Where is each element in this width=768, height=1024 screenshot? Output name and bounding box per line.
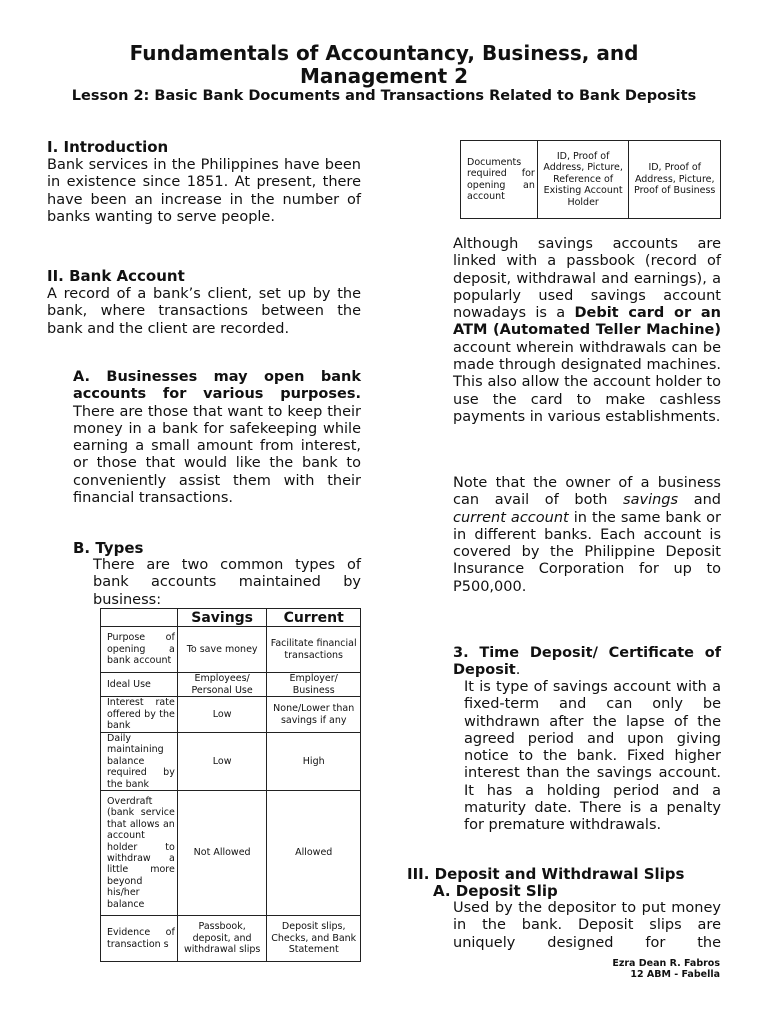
row-label: Ideal Use [101, 673, 178, 697]
savings-post: account wherein withdrawals can be made through designated machines. This also allow the account holder to use the card to make cashless payments in various establishments. [453, 339, 721, 425]
bank-account-heading: II. Bank Account [47, 267, 185, 285]
section-a-text: There are those that want to keep their money in a bank for safekeeping while earning a small amount from interest, or those that would like the bank to conveniently assist them with their financial transactions. [73, 403, 361, 507]
savings-cell: Low [177, 733, 267, 791]
footer [612, 958, 720, 981]
table-row [461, 141, 721, 219]
table-row [101, 791, 361, 916]
deposit-slip-text: Used by the depositor to put money in the bank. Deposit slips are uniquely designed for the [453, 900, 721, 951]
note-i2: current account [453, 509, 569, 526]
row-label: Evidence of transaction s [101, 916, 178, 962]
docs-current: ID, Proof of Address, Picture, Proof of Business [629, 141, 721, 219]
row-label: Interest rate offered by the bank [101, 697, 178, 733]
slips-heading: III. Deposit and Withdrawal Slips [407, 865, 685, 883]
row-label: Purpose of opening a bank account [101, 627, 178, 673]
docs-label: Documents required for opening an account [461, 141, 538, 219]
note-t1: Note that the owner of a business can avail of both [453, 475, 721, 509]
docs-savings: ID, Proof of Address, Picture, Reference of Existing Account Holder [537, 141, 629, 219]
note-t3: in the same bank or in different banks. Each account is covered by the Philippine Deposit Insurance Corporation for up to P500,000. [453, 509, 721, 595]
savings-pre: Although savings accounts are linked with a passbook (record of deposit, withdrawal and earnings), a popularly used savings account nowadays is a [453, 236, 721, 322]
bank-account-text: A record of a bank’s client, set up by the bank, where transactions between the bank and the client are recorded. [47, 286, 361, 337]
intro-heading: I. Introduction [47, 138, 169, 156]
savings-cell: Not Allowed [177, 791, 267, 916]
current-cell: None/Lower than savings if any [267, 697, 361, 733]
title-line-2: Management 2 [299, 64, 469, 88]
savings-cell: To save money [177, 627, 267, 673]
time-deposit-heading-text: 3. Time Deposit/ Certificate of Deposit [453, 645, 721, 679]
table-row [101, 673, 361, 697]
row-label: Overdraft (bank service that allows an account holder to withdraw a little more beyond his/her balance [101, 791, 178, 916]
table-row [101, 916, 361, 962]
account-types-table [100, 608, 361, 962]
types-text: There are two common types of bank accounts maintained by business: [93, 557, 361, 608]
lesson-subtitle: Lesson 2: Basic Bank Documents and Transactions Related to Bank Deposits [71, 88, 697, 104]
savings-cell: Employees/ Personal Use [177, 673, 267, 697]
deposit-slip-heading: A. Deposit Slip [433, 882, 558, 900]
current-cell: Deposit slips, Checks, and Bank Statement [267, 916, 361, 962]
section-a-label: A. [73, 369, 90, 385]
author-class: 12 ABM - Fabella [630, 969, 720, 981]
savings-cell: Low [177, 697, 267, 733]
types-heading: B. Types [73, 539, 144, 557]
table-header-row [101, 609, 361, 627]
table-header-current: Current [267, 609, 361, 627]
table-row [101, 627, 361, 673]
current-cell: High [267, 733, 361, 791]
savings-paragraph [453, 236, 721, 426]
intro-text: Bank services in the Philippines have been in existence since 1851. At present, there have been an increase in the number of banks wanting to serve people. [47, 157, 361, 225]
savings-cell: Passbook, deposit, and withdrawal slips [177, 916, 267, 962]
table-row [101, 697, 361, 733]
table-header-blank [101, 609, 178, 627]
current-cell: Allowed [267, 791, 361, 916]
author-name: Ezra Dean R. Fabros [612, 958, 720, 969]
savings-bold: Debit card or an ATM (Automated Teller Machine) [453, 305, 721, 339]
current-cell: Facilitate financial transactions [267, 627, 361, 673]
document-title [0, 42, 768, 88]
note-paragraph [453, 475, 721, 596]
table-row [101, 733, 361, 791]
time-deposit-text: It is type of savings account with a fixed-term and can only be withdrawn after the lapse of the agreed period and upon giving notice to the bank. Fixed higher interest than the savings account. It has a holding period and a maturity date. There is a penalty for premature withdrawals. [464, 679, 721, 834]
row-label: Daily maintaining balance required by the bank [101, 733, 178, 791]
time-deposit-heading-end: . [515, 662, 521, 679]
section-a-bold: Businesses may open bank accounts for various purposes. [73, 369, 361, 403]
current-cell: Employer/ Business [267, 673, 361, 697]
note-t2: and [678, 492, 721, 509]
title-line-1: Fundamentals of Accountancy, Business, and [129, 41, 639, 65]
time-deposit-heading [453, 645, 721, 680]
table-header-savings: Savings [177, 609, 267, 627]
note-i1: savings [623, 492, 679, 509]
section-a [73, 369, 361, 507]
documents-table [460, 140, 721, 219]
